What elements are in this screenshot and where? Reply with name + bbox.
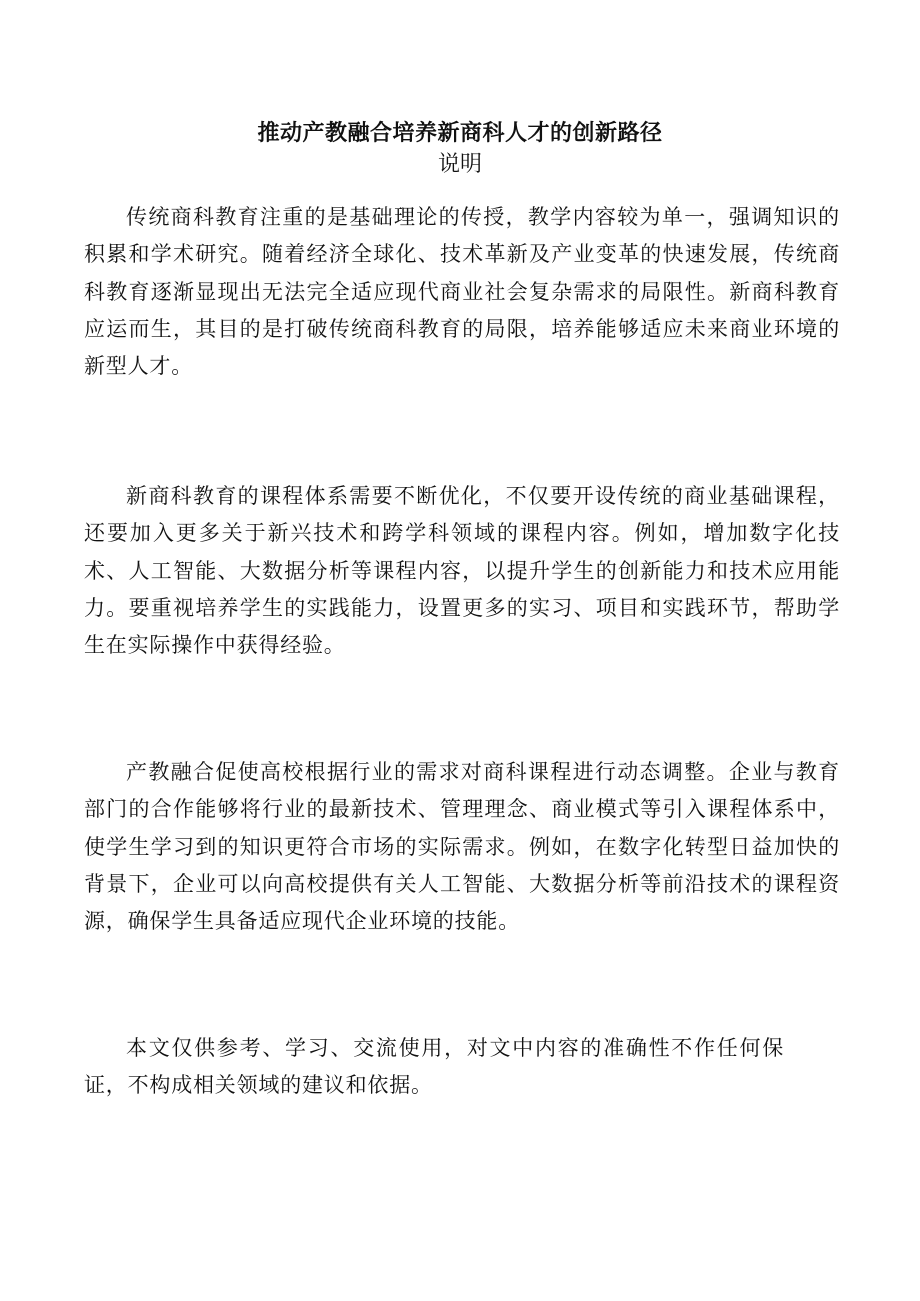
- paragraph-3: 产教融合促使高校根据行业的需求对商科课程进行动态调整。企业与教育部门的合作能够将行业的最新技术、管理理念、商业模式等引入课程体系中，使学生学习到的知识更符合市场的实际需求。例如，在数字化转型日益加快的背景下，企业可以向高校提供有关人工智能、大数据分析等前沿技术的课程资源，确保学生具备适应现代企业环境的技能。: [84, 760, 840, 934]
- document-subtitle: 说明: [437, 152, 482, 177]
- paragraph-2: 新商科教育的课程体系需要不断优化，不仅要开设传统的商业基础课程，还要加入更多关于新兴技术和跨学科领域的课程内容。例如，增加数字化技术、人工智能、大数据分析等课程内容，以提升学生的创新能力和技术应用能力。要重视培养学生的实践能力，设置更多的实习、项目和实践环节，帮助学生在实际操作中获得经验。: [84, 484, 840, 658]
- paragraph-1: 传统商科教育注重的是基础理论的传授，教学内容较为单一，强调知识的积累和学术研究。随着经济全球化、技术革新及产业变革的快速发展，传统商科教育逐渐显现出无法完全适应现代商业社会复杂需求的局限性。新商科教育应运而生，其目的是打破传统商科教育的局限，培养能够适应未来商业环境的新型人才。: [84, 205, 840, 379]
- disclaimer-paragraph: 本文仅供参考、学习、交流使用，对文中内容的准确性不作任何保证，不构成相关领域的建议和依据。: [84, 1036, 784, 1098]
- document-title: 推动产教融合培养新商科人才的创新路径: [257, 121, 663, 146]
